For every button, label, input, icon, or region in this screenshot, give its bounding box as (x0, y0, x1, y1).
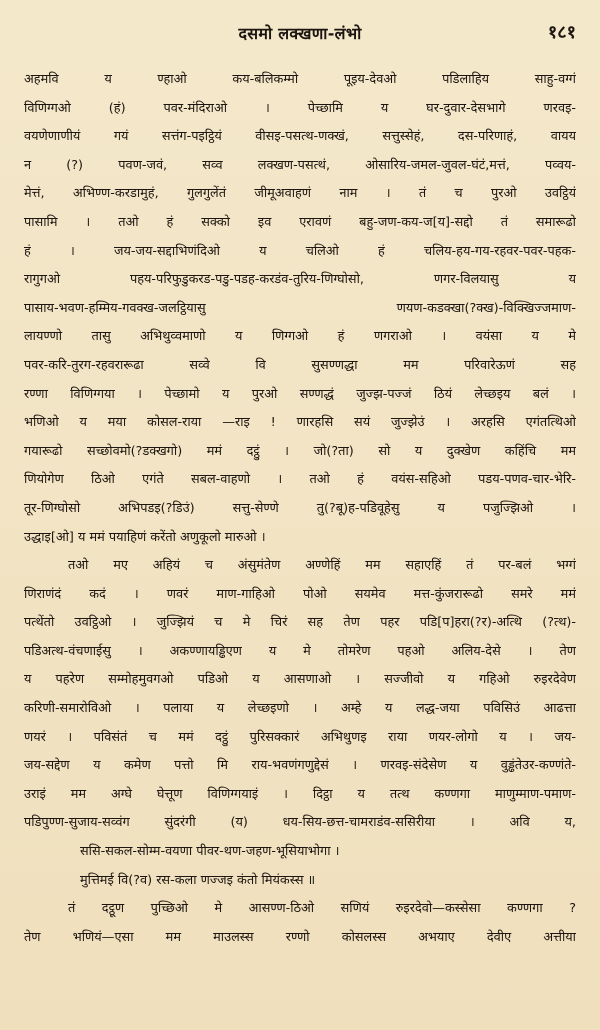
text-line: पासामि । तओ हं सक्को इव एरावणं बहु-जण-कय-ज[य]-सद्दो तं समारूढो (24, 214, 576, 230)
text-line: य पहरेण सम्मोहमुवगओ पडिओ य आसणाओ । सज्जीवो य गहिओ रुइरदेवेण (24, 672, 576, 688)
text-line: जय-सद्देण य कमेण पत्तो मि राय-भवणंगणुद्देसं । णरवइ-संदेसेण य वुड्ढंतेउर-कण्णंते- (24, 758, 576, 774)
text-line: भणिओ य मया कोसल-राया —राइ ! णारहसि सयं जुज्झेउं । अरहसि एगंतत्थिओ (24, 415, 576, 431)
text-line: तूर-णिग्घोसो अभिपडइ(?डिउं) सत्तु-सेण्णे तु(?बू)ह-पडिवूहेसु य पजुज्झिओ । (24, 500, 576, 516)
text-line: मेत्तं, अभिण्ण-करडामुहं, गुलगुलेंतं जीमूअवाहणं नाम । तं च पुरओ उवट्ठियं (24, 186, 576, 202)
page-body (24, 66, 576, 952)
text-line: रण्णा विणिग्गया । पेच्छामो य पुरओ सण्णद्धं जुज्झ-पज्जं ठियं लेच्छइय बलं । (24, 386, 576, 402)
text-line: पडिपुण्ण-सुजाय-सव्वंग सुंदरंगी (य) धय-सिय-छत्त-चामराडंव-ससिरीया । अवि य, (24, 815, 576, 831)
text-line: हं । जय-जय-सद्दाभिणंदिओ य चलिओ हं चलिय-हय-गय-रहवर-पवर-पहक- (24, 243, 576, 259)
text-line: पवर-करि-तुरग-रहवरारूढा सव्वे वि सुसण्णद्धा मम परिवारेऊणं सह (24, 357, 576, 373)
text-line: न (?) पवण-जवं, सव्व लक्खण-पसत्थं, ओसारिय-जमल-जुवल-घंटं,मत्तं, पव्वय- (24, 157, 576, 173)
text-line: विणिग्गओ (हं) पवर-मंदिराओ । पेच्छामि य घर-दुवार-देसभागे णरवइ- (24, 100, 576, 116)
paragraph-start-line: तओ मए अहियं च अंसुमंतेण अण्णेहिं मम सहाएहिं तं पर-बलं भग्गं (68, 558, 576, 574)
text-line: करिणी-समारोविओ । पलाया य लेच्छइणो । अम्हे य लद्ध-जया पविसिउं आढत्ता (24, 701, 576, 717)
text-line: पत्थेंतो उवट्ठिओ । जुज्झियं च मे चिरं सह तेण पहर पडि[प]हरा(?र)-अत्थि (?त्थ)- (24, 615, 576, 631)
text-line: वयणेणाणीयं गयं सत्तंग-पइट्ठियं वीसइ-पसत्थ-णक्खं, सत्तुस्सेहं, दस-परिणाहं, वायय (24, 129, 576, 145)
page-number: १८१ (547, 22, 576, 43)
text-line: णयरं । पविसंतं च ममं दट्ठुं पुरिसक्कारं अभिथुणइ राया णयर-लोगो य । जय- (24, 729, 576, 745)
text-line: तेण भणियं—एसा मम माउलस्स रण्णो कोसलस्स अभयाए देवीए अत्तीया (24, 929, 576, 945)
text-line: लायण्णो तासु अभिथुव्वमाणो य णिग्गओ हं णगराओ । वयंसा य मे (24, 329, 576, 345)
text-line: उद्धाइ[ओ] य ममं पयाहिणं करेंतो अणुकूलो मारुओ । (24, 529, 266, 545)
paragraph-start-line: तं दट्ठूण पुच्छिओ मे आसण्ण-ठिओ सणियं रुइरदेवो—कस्सेसा कण्णगा ? (68, 901, 576, 917)
text-line: पासाय-भवण-हम्मिय-गवक्ख-जलट्ठियासु णयण-कडक्खा(?क्ख)-विक्खिज्जमाण- (24, 300, 576, 316)
text-line: रागुगओ पहय-परिफुडुकरड-पडु-पडह-करडंव-तुरिय-णिग्घोसो, णगर-विलयासु य (24, 272, 576, 288)
verse-line: मुत्तिमई वि(?व) रस-कला णज्जइ कंतो मियंकस्स ॥ (80, 872, 316, 888)
verse-line: ससि-सकल-सोम्म-वयणा पीवर-थण-जहण-भूसियाभोगा । (80, 844, 340, 860)
text-line: णियोगेण ठिओ एगंते सबल-वाहणो । तओ हं वयंस-सहिओ पडय-पणव-चार-भेरि- (24, 472, 576, 488)
page-header (24, 22, 576, 58)
text-line: गयारूढो सच्छोवमो(?डक्खगो) ममं दट्ठुं । जो(?ता) सो य दुक्खेण कहिंचि मम (24, 443, 576, 459)
text-line: उराइं मम अग्घे घेत्तूण विणिग्गयाइं । दिट्ठा य तत्थ कण्णगा माणुम्माण-पमाण- (24, 786, 576, 802)
text-line: णिराणंदं कदं । णवरं माण-गाहिओ पोओ सयमेव मत्त-कुंजरारूढो समरे ममं (24, 586, 576, 602)
text-line: पडिअत्थ-वंचणाईसु । अकण्णायड्ढिएण य मे तोमरेण पहओ अलिय-देसे । तेण (24, 643, 576, 659)
text-line: अहमवि य ण्हाओ कय-बलिकम्मो पूइय-देवओ पडिलाहिय साहु-वग्गं (24, 72, 576, 87)
chapter-title: दसमो लक्खणा-लंभो (238, 24, 362, 43)
